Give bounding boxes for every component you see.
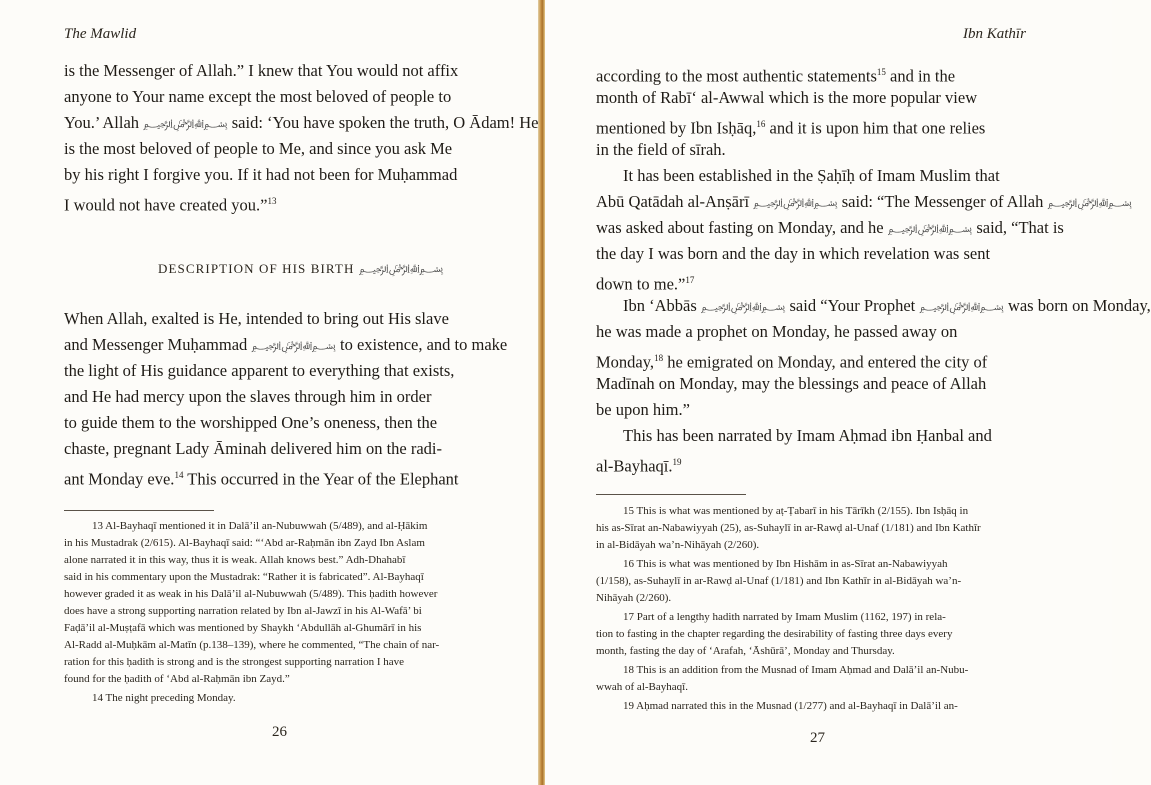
text-line: he was made a prophet on Monday, he passed away on	[596, 322, 958, 341]
footnote-ref: 14	[174, 470, 184, 480]
text-line: Abū Qatādah al-Anṣārī ﷽ said: “The Messenger of Allah ﷽	[596, 192, 1132, 211]
footnote-line: 19 Aḥmad narrated this in the Musnad (1/277) and al-Bayhaqī in Dalā’il an-	[623, 700, 958, 712]
footnote-line: said in his commentary upon the Mustadrak: “Rather it is fabricated”. Al-Bayhaqī	[64, 571, 424, 583]
text-line: in the field of sīrah.	[596, 140, 726, 159]
footnote-line: month, fasting the day of ‘Arafah, ‘Āshūrā’, Monday and Thursday.	[596, 645, 895, 657]
footnote-ref: 16	[756, 119, 766, 129]
footnote-line: Nihāyah (2/260).	[596, 592, 672, 604]
text-line: the light of His guidance apparent to everything that exists,	[64, 361, 455, 380]
text-line: I would not have created you.”$^{13}$	[64, 195, 277, 215]
footnote-line: 18 This is an addition from the Musnad of Imam Aḥmad and Dalā’il an-Nubu-	[623, 664, 969, 676]
footnote-line: (1/158), as-Suhaylī in ar-Rawḍ al-Unaf (1/181) and Ibn Kathīr in al-Bidāyah wa’n-	[596, 575, 962, 587]
honorific-glyph-icon: ﷽	[251, 340, 336, 352]
text-line: is the Messenger of Allah.” I knew that You would not affix	[64, 61, 459, 80]
text-line: to guide them to the worshipped One’s oneness, then the	[64, 413, 438, 432]
honorific-glyph-icon: ﷽	[700, 301, 786, 313]
text-line: This has been narrated by Imam Aḥmad ibn Ḥanbal and	[623, 426, 992, 445]
text-line: ant Monday eve.$^{14}$ This occurred in the Year of the Elephant	[64, 469, 459, 489]
footnote-ref: 18	[654, 353, 664, 363]
text-line: anyone to Your name except the most beloved of people to	[64, 87, 452, 106]
right-page	[545, 0, 1151, 785]
footnote-line: 16 This is what was mentioned by Ibn Hishām in as-Sīrat an-Nabawiyyah	[623, 558, 948, 570]
text-line: chaste, pregnant Lady Āminah delivered him on the radi-	[64, 439, 442, 458]
honorific-glyph-icon: ﷽	[887, 223, 973, 235]
text-line: Monday,$^{18}$ he emigrated on Monday, and entered the city of	[596, 352, 988, 372]
text-line: and Messenger Muḥammad ﷽ to existence, and to make	[64, 335, 508, 354]
honorific-glyph-icon: ﷽	[919, 301, 1004, 313]
footnote-ref: 13	[267, 196, 277, 206]
footnote-line: tion to fasting in the chapter regarding the desirability of fasting three days every	[596, 628, 953, 640]
text-line: according to the most authentic statements$^{15}$ and in the	[596, 66, 956, 86]
footnote-line: 13 Al-Bayhaqī mentioned it in Dalā’il an-Nubuwwah (5/489), and al-Ḥākim	[92, 520, 428, 532]
section-heading: DESCRIPTION OF HIS BIRTH ﷽	[158, 261, 444, 276]
text-line: When Allah, exalted is He, intended to bring out His slave	[64, 309, 449, 328]
text-line: It has been established in the Ṣaḥīḥ of Imam Muslim that	[623, 166, 1000, 185]
text-line: is the most beloved of people to Me, and since you ask Me	[64, 139, 453, 158]
text-line: Ibn ‘Abbās ﷽ said “Your Prophet ﷽ was born on Monday,	[623, 296, 1151, 315]
footnote-line: alone narrated it in this way, thus it is weak. Allah knows best.” Adh-Dhahabī	[64, 554, 406, 566]
footnote-line: however graded it as weak in his Dalā’il al-Nubuwwah (5/489). This ḥadith however	[64, 588, 438, 600]
footnote-line: Al-Radd al-Muḥkām al-Matīn (p.138–139), where he commented, “The chain of nar-	[64, 639, 440, 651]
footnote-line: Faḍā’il al-Muṣṭafā which was mentioned by Shaykh ‘Abdullāh al-Ghumārī in his	[64, 622, 422, 634]
honorific-glyph-icon: ﷽	[143, 118, 228, 130]
footnote-line: does have a strong supporting narration related by Ibn al-Jawzī in his Al-Wafā’ bi	[64, 605, 422, 617]
text-line: was asked about fasting on Monday, and he ﷽ said, “That is	[596, 218, 1064, 237]
footnote-line: in al-Bidāyah wa’n-Nihāyah (2/260).	[596, 539, 760, 551]
footnote-line: 17 Part of a lengthy hadith narrated by Imam Muslim (1162, 197) in rela-	[623, 611, 946, 623]
text-line: and He had mercy upon the slaves through him in order	[64, 387, 432, 406]
footnote-ref: 19	[672, 457, 682, 467]
footnote-line: his as-Sīrat an-Nabawiyyah (25), as-Suhaylī in ar-Rawḍ al-Unaf (1/181) and Ibn Kathīr	[596, 522, 981, 534]
running-head-left: The Mawlid	[64, 26, 137, 42]
text-line: Madīnah on Monday, may the blessings and peace of Allah	[596, 374, 987, 393]
footnote-ref: 15	[876, 67, 886, 77]
text-line: the day I was born and the day in which revelation was sent	[596, 244, 991, 263]
footnote-line: 14 The night preceding Monday.	[92, 692, 236, 704]
text-line: by his right I forgive you. If it had not been for Muḥammad	[64, 165, 458, 184]
text-line: month of Rabī‘ al-Awwal which is the more popular view	[596, 88, 978, 107]
text-line: mentioned by Ibn Isḥāq,$^{16}$ and it is upon him that one relies	[596, 118, 986, 138]
footnote-line: ration for this ḥadith is strong and is the strongest supporting narration I have	[64, 656, 405, 668]
footnote-line: 15 This is what was mentioned by aṭ-Ṭabarī in his Tārīkh (2/155). Ibn Isḥāq in	[623, 505, 969, 517]
page-number: 27	[810, 730, 825, 746]
footnote-line: wwah of al-Bayhaqī.	[596, 681, 688, 693]
text-line: al-Bayhaqī.$^{19}$	[596, 456, 682, 476]
text-line: You.’ Allah ﷽ said: ‘You have spoken the truth, O Ādam! He	[64, 113, 539, 132]
honorific-glyph-icon: ﷽	[358, 263, 444, 275]
footnote-line: in his Mustadrak (2/615). Al-Bayhaqī said: “‘Abd ar-Raḥmān ibn Zayd Ibn Aslam	[64, 537, 425, 549]
honorific-glyph-icon: ﷽	[753, 197, 838, 209]
running-head-right: Ibn Kathīr	[963, 26, 1026, 42]
page-number: 26	[272, 724, 287, 740]
footnote-divider	[64, 510, 214, 511]
footnote-ref: 17	[685, 275, 695, 285]
footnote-line: found for the ḥadith of ‘Abd al-Raḥmān ibn Zayd.”	[64, 673, 290, 685]
honorific-glyph-icon: ﷽	[1047, 197, 1132, 209]
footnote-divider	[596, 494, 746, 495]
left-page	[0, 0, 541, 785]
text-line: down to me.”$^{17}$	[596, 274, 695, 294]
text-line: be upon him.”	[596, 400, 690, 419]
